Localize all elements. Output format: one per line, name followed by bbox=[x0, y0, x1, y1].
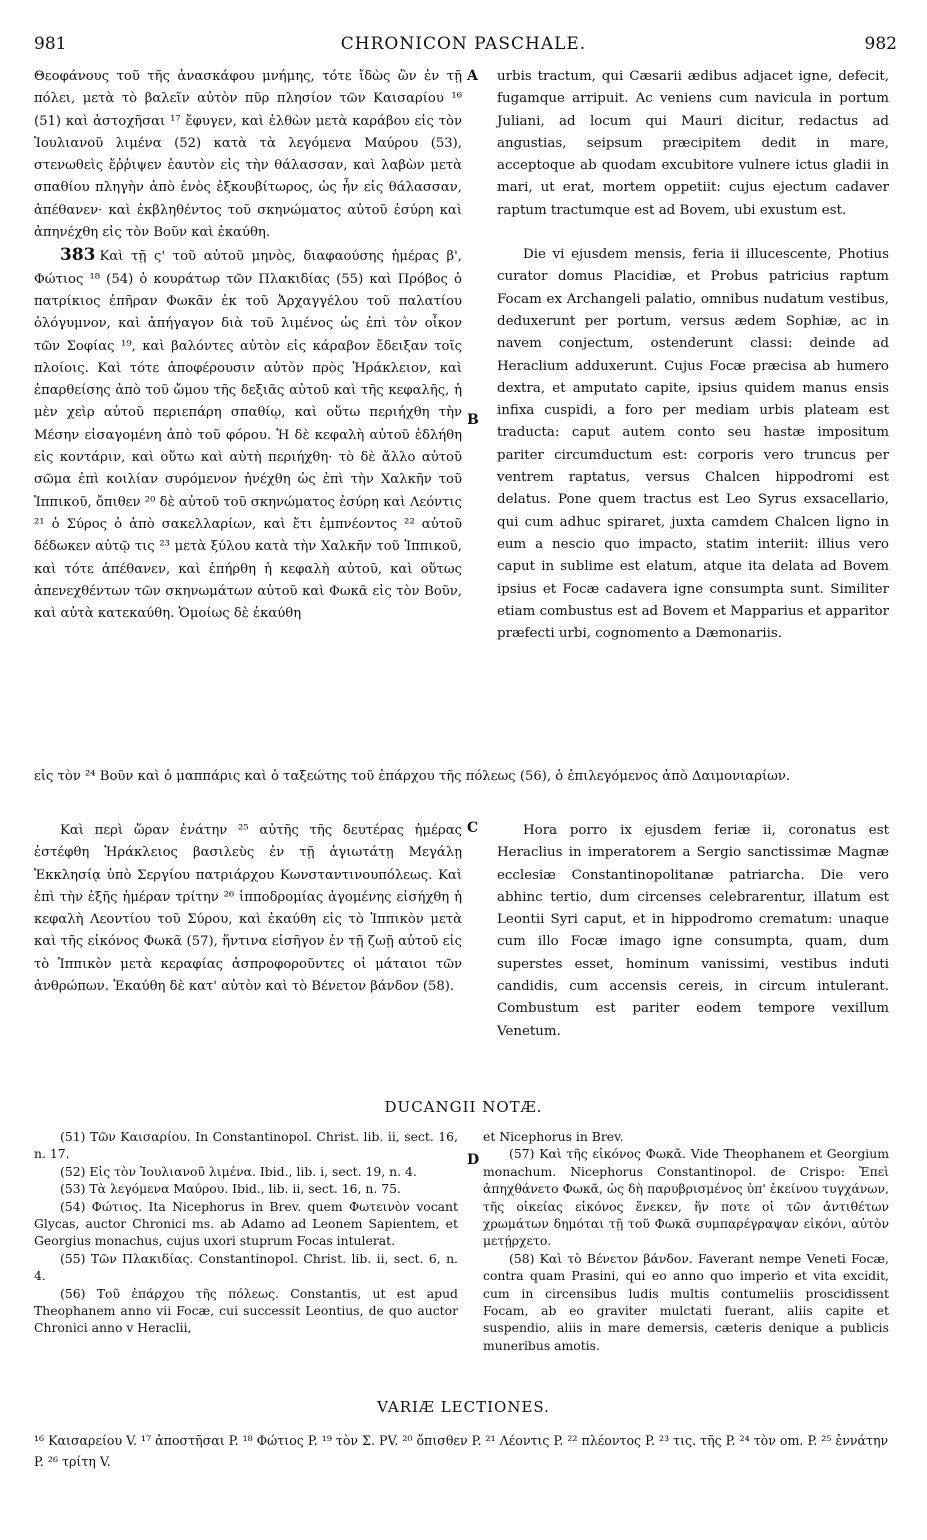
notes-left-column bbox=[34, 1128, 458, 1337]
notes-heading: DUCANGII NOTÆ. bbox=[384, 1098, 543, 1116]
latin-column-upper bbox=[497, 66, 889, 645]
note-item: (51) Τῶν Καισαρίου. In Constantinopol. Christ. lib. ii, sect. 16, n. 17. bbox=[34, 1129, 458, 1162]
greek-paragraph: Καὶ περὶ ὥραν ἐνάτην ²⁵ αὐτῆς τῆς δευτέρας ἡμέρας ἐστέφθη Ἡράκλειος βασιλεὺς ἐν τῇ ἁγιωτάτῃ Μεγάλῃ Ἐκκλησίᾳ ὑπὸ Σεργίου πατριάρχου Κωνσταντινουπόλεως. Καὶ ἐπὶ τὴν ἑξῆς ἡμέραν τρίτην ²⁶ ἱπποδρομίας ἀγομένης εἰσήχθη ἡ κεφαλὴ Λεοντίου τοῦ Σύρου, καὶ ἐκαύθη εἰς τὸ Ἱππικὸν μετὰ καὶ τῆς εἰκόνος Φωκᾶ (57), ἥντινα εἰσῆγον ἐν τῇ ζωῇ αὐτοῦ εἰς τὸ Ἱππικὸν μετὰ κεραφίας ἀσπροφοροῦντες οἱ μάταιοι τῶν ἀνθρώπων. Ἐκαύθη δὲ κατ' αὐτὸν καὶ τὸ Βένετον βάνδον (58). bbox=[34, 823, 462, 995]
note-item: (52) Εἰς τὸν Ἰουλιανοῦ λιμένα. Ibid., lib. i, sect. 19, n. 4. bbox=[60, 1163, 417, 1179]
margin-letter-b: B bbox=[467, 412, 479, 428]
section-number: 383 bbox=[60, 245, 96, 266]
greek-paragraph: Θεοφάνους τοῦ τῆς ἀνασκάφου μνήμης, τότε ἴδὼς ὢν ἐν τῇ πόλει, μετὰ τὸ βαλεῖν αὐτὸν πῦρ πλησίον τῶν Καισαρίου ¹⁶ (51) καὶ ἀστοχῆσαι ¹⁷ ἔφυγεν, καὶ ἐλθὼν μετὰ καράβου εἰς τὸν Ἰουλιανοῦ λιμένα (52) κατὰ τὰ λεγόμενα Μαύρου (53), στενωθεὶς ἔῤῥιψεν ἑαυτὸν εἰς τὴν θάλασσαν, καὶ λαβὼν μετὰ σπαθίου πληγὴν ἀπὸ ἑνὸς ἐξκουβίτωρος, ὡς ἦν εἰς θάλασσαν, ἀπέθανεν· καὶ ἐκβληθέντος τοῦ σκηνώματος αὐτοῦ ἐσύρη καὶ ἀπηνέχθη εἰς τὸν Βοῦν καὶ ἐκαύθη. bbox=[34, 69, 462, 241]
greek-column-upper bbox=[34, 66, 462, 625]
greek-column-lower bbox=[34, 820, 462, 998]
margin-letter-d: D bbox=[467, 1152, 480, 1168]
greek-paragraph: εἰς τὸν ²⁴ Βοῦν καὶ ὁ μαππάρις καὶ ὁ ταξεώτης τοῦ ἐπάρχου τῆς πόλεως (56), ὁ ἐπιλεγόμενος ἀπὸ Δαιμονιαρίων. bbox=[34, 769, 791, 784]
latin-paragraph: Hora porro ix ejusdem feriæ ii, coronatus est Heraclius in imperatorem a Sergio sanctissimæ Magnæ ecclesiæ Constantinopolitanæ patriarcha. Die vero abhinc tertio, dum circenses celebrarentur, illatum est Leontii Syri caput, et in hippodromo crematum: unaque cum illo Focæ imago igne consumpta, quam, dum superstes esset, hominum vanissimi, vestibus induti candidis, cum accensis cereis, in circum intulerant. Combustum est pariter eodem tempore vexillum Venetum. bbox=[497, 823, 889, 1039]
greek-paragraph: Καὶ τῇ ς' τοῦ αὐτοῦ μηνὸς, διαφαούσης ἡμέρας β', Φώτιος ¹⁸ (54) ὁ κουράτωρ τῶν Πλακιδίας (55) καὶ Πρόβος ὁ πατρίκιος ἐπῆραν Φωκᾶν ἐκ τοῦ Ἀρχαγγέλου τοῦ παλατίου ὀλόγυμνον, καὶ ἀπήγαγον διὰ τοῦ λιμένος ὡς ἐπὶ τὸν οἶκον τῶν Σοφίας ¹⁹, καὶ βαλόντες αὐτὸν εἰς κάραβον ἔδειξαν τοῖς πλοίοις. Καὶ τότε ἀποφέρουσιν αὐτὸν πρὸς Ἡράκλειον, καὶ ἐπαρθείσης ἀπὸ τοῦ ὤμου τῆς δεξιᾶς αὐτοῦ καὶ τῆς κεφαλῆς, ἡ μὲν χεὶρ αὐτοῦ περιεπάρη σπαθίῳ, καὶ οὕτω περιήχθη τὴν Μέσην εἰσαγομένη ἀπὸ τοῦ φόρου. Ἡ δὲ κεφαλὴ αὐτοῦ ἐδλήθη εἰς κοντάριν, καὶ οὕτω καὶ αὐτὴ περιήχθη· τὸ δὲ ἄλλο αὐτοῦ σῶμα ἐπὶ κοιλίαν συρόμενον ἠνέχθη ὡς ἐπὶ τὴν Χαλκῆν τοῦ Ἱππικοῦ, ὄπιθεν ²⁰ δὲ αὐτοῦ τοῦ σκηνώματος ἐσύρη καὶ Λεόντις ²¹ ὁ Σύρος ὁ ἀπὸ σακελλαρίων, καὶ ἔτι ἐμπνέοντος ²² αὐτοῦ δέδωκεν αὐτῷ τις ²³ μετὰ ξύλου κατὰ τὴν Χαλκῆν τοῦ Ἱππικοῦ, καὶ τότε ἀπέθανεν, καὶ ἐπήρθη ἡ κεφαλὴ αὐτοῦ, καὶ οὕτως ἀπενεχθέντων τῶν σκηνωμάτων αὐτοῦ καὶ Φωκᾶ εἰς τὸν Βοῦν, καὶ αὐτὰ κατεκαύθη. Ὁμοίως δὲ ἐκαύθη bbox=[34, 249, 462, 622]
latin-paragraph: Die vi ejusdem mensis, feria ii illucescente, Photius curator domus Placidiæ, et Probus patricius raptum Focam ex Archangeli palatio, omnibus nudatum vestibus, deduxerunt per portum, versus ædem Sophiæ, ac in navem conjectum, ostenderunt classi: deinde ad Heraclium adduxerunt. Cujus Focæ præcisa ab humero dextra, et amputato capite, ipsius quidem manus ensis infixa cuspidi, a foro per mediam urbis plateam est traducta: caput autem conto seu hastæ impositum pariter circumductum est: corporis vero truncus per ventrem raptatus, versus Chalcen hippodromi est delatus. Pone quem tractus est Leo Syrus exsacellario, qui cum adhuc spiraret, juxta camdem Chalcen ligno in eum a nescio quo impacto, statim interiit: illius vero caput in sublime est elatum, atque ita delata ad Bovem ipsius et Focæ cadavera igne consumpta sunt. Similiter etiam combustus est ad Bovem et Mapparius et apparitor præfecti urbi, cognomento a Dæmonariis. bbox=[497, 247, 889, 642]
right-page-number: 982 bbox=[864, 34, 897, 54]
note-item: et Nicephorus in Brev. bbox=[483, 1129, 624, 1144]
note-item: (54) Φώτιος. Ita Nicephorus in Brev. quem Φωτεινὸν vocant Glycas, auctor Chronici ms. ab Adamo ad Leonem Sapientem, et Georgius monachus, cujus uxori stuprum Focas intulerat. bbox=[34, 1198, 458, 1249]
variae-text: ¹⁶ Καισαρείου V. ¹⁷ ἀποστῆσαι P. ¹⁸ Φώτιος P. ¹⁹ τὸν Σ. PV. ²⁰ ὄπισθεν P. ²¹ Λέοντις P. ²² πλέοντος P. ²³ τις. τῆς P. ²⁴ τὸν om. P. ²⁵ ἐννάτην P. ²⁶ τρίτη V. bbox=[34, 1433, 889, 1469]
left-page-number: 981 bbox=[34, 34, 67, 54]
note-item: (53) Τὰ λεγόμενα Μαύρου. Ibid., lib. ii, sect. 16, n. 75. bbox=[60, 1181, 401, 1197]
latin-paragraph: urbis tractum, qui Cæsarii ædibus adjacet igne, defecit, fugamque arripuit. Ac veniens cum navicula in portum Juliani, ad locum qui Mauri dicitur, redactus ad angustias, seipsum præcipitem dedit in mare, acceptoque ab quodam excubitore vulnere ictus gladii in mari, ut erat, mortem oppetiit: cujus ejectum cadaver raptum tractumque est ad Bovem, ubi exustum est. bbox=[497, 69, 889, 218]
margin-letter-c: C bbox=[467, 820, 479, 836]
running-header bbox=[0, 34, 927, 60]
variae-heading: VARIÆ LECTIONES. bbox=[377, 1398, 550, 1416]
note-item: (58) Καὶ τὸ Βένετον βάνδον. Faverant nempe Veneti Focæ, contra quam Prasini, qui eo anno quo imperio et vita excidit, cum in circensibus ludis multis contumeliis proscidissent Focam, ab eo graviter mulctati fuerant, aliis capite et suspendio, aliis in mare demersis, cæteris denique a publicis muneribus amotis. bbox=[483, 1250, 889, 1353]
running-title: CHRONICON PASCHALE. bbox=[340, 34, 587, 54]
note-item: (56) Τοῦ ἐπάρχου τῆς πόλεως. Constantis, ut est apud Theophanem anno vii Focæ, cui successit Leontius, de quo auctor Chronici anno v Heraclii, bbox=[34, 1285, 458, 1336]
note-item: (57) Καὶ τῆς εἰκόνος Φωκᾶ. Vide Theophanem et Georgium monachum. Nicephorus Constantinopol. de Crispo: Ἐπεὶ ἀπηχθάνετο Φωκᾶ, ὡς δὴ παρυβρισμένος ὑπ' ἐκείνου τυγχάνων, τῆς οἰκείας εἰκόνος ἕνεκεν, ἥν ποτε οἱ τῶν ἀντιθέτων χρωμάτων δημόται τῇ τοῦ Φωκᾶ συμπαρέγραψαν εἰκόνι, αὐτὸν μετῄρχετο. bbox=[483, 1146, 889, 1249]
greek-continuation bbox=[34, 766, 889, 788]
margin-letter-a: A bbox=[467, 68, 478, 84]
note-item: (55) Τῶν Πλακιδίας. Constantinopol. Christ. lib. ii, sect. 6, n. 4. bbox=[34, 1250, 458, 1284]
notes-right-column bbox=[483, 1128, 889, 1354]
latin-column-lower bbox=[497, 820, 889, 1043]
